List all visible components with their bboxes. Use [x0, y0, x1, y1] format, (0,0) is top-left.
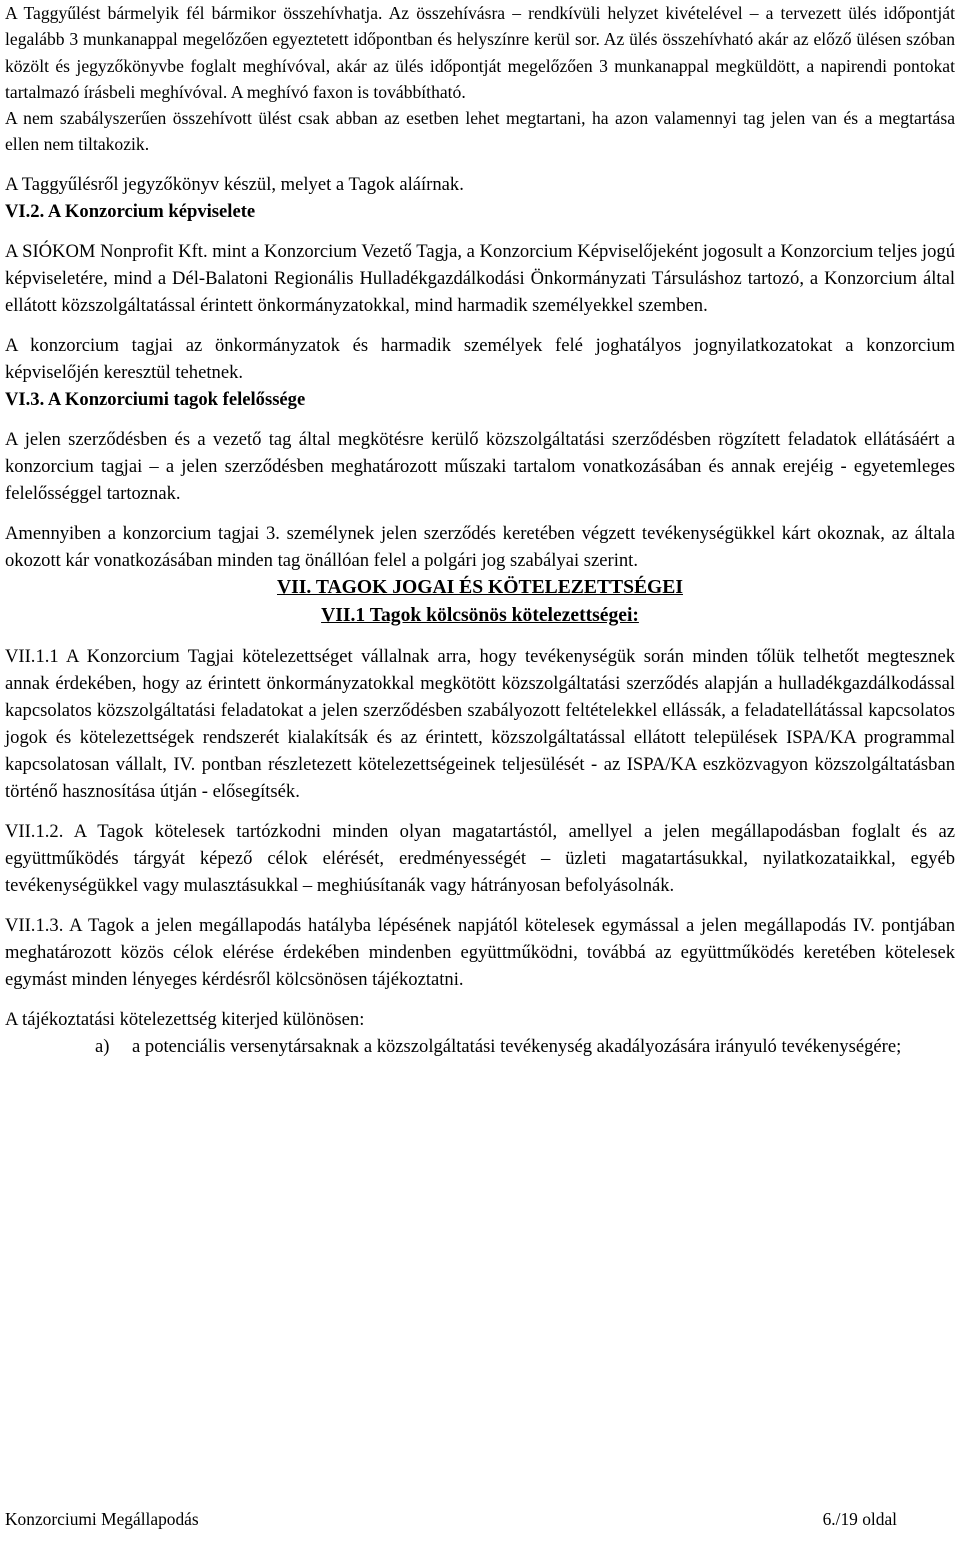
page-footer [5, 1507, 897, 1531]
paragraph-irregular-meeting: A nem szabályszerűen összehívott ülést csak abban az esetben lehet megtartani, ha azon valamennyi tag jelen van és a megtartása ellen nem tiltakozik. [5, 108, 955, 155]
paragraph-information-duty: A tájékoztatási kötelezettség kiterjed különösen: [5, 1008, 365, 1030]
paragraph-minutes: A Taggyűlésről jegyzőkönyv készül, melyet a Tagok aláírnak. [5, 173, 464, 195]
document-page [5, 0, 955, 1060]
paragraph-damages: Amennyiben a konzorcium tagjai 3. személynek jelen szerződés keretében végzett tevékenységükkel kárt okoznak, az általa okozott kár vonatkozásában minden tag önállóan felel a polgári jog szabályai szerint. [5, 522, 955, 571]
section-heading-vii1: VII.1 Tagok kölcsönös kötelezettségei: [321, 604, 639, 626]
paragraph-legal-statements: A konzorcium tagjai az önkormányzatok és harmadik személyek felé joghatályos jognyilatkozatokat a konzorcium képviselőjén keresztül tehetnek. [5, 334, 955, 383]
paragraph-vii-1-3: VII.1.3. A Tagok a jelen megállapodás hatályba lépésének napjától kötelesek egymással a jelen megállapodás IV. pontjában meghatározott közös célok elérése érdekében mindenben együttműködni, továbbá az együttműködés keretében kötelesek egymást minden lényeges kérdésről kölcsönösen tájékoztatni. [5, 914, 955, 990]
footer-document-title: Konzorciumi Megállapodás [5, 1509, 199, 1529]
paragraph-vii-1-1: VII.1.1 A Konzorcium Tagjai kötelezettséget vállalnak arra, hogy tevékenységük során minden tőlük telhetőt megtesznek annak érdekében, hogy az érintett önkormányzatokkal megkötött közszolgáltatási szerződés alapján a hulladékgazdálkodással kapcsolatos közszolgáltatási feladatokat a jelen szerződésben szabályozott feltételekkel ellássák, a feladatellátással kapcsolatos jogok és kötelezettségek rendszerét kialakítsák és az érintett, közszolgáltatással ellátott települések ISPA/KA programmal kapcsolatosan vállalt, IV. pontban részletezett kötelezettségeinek teljesülését - az ISPA/KA eszközvagyon közszolgáltatásban történő hasznosítása útján - elősegítsék. [5, 645, 955, 802]
list-marker: a) [95, 1035, 110, 1057]
paragraph-joint-liability: A jelen szerződésben és a vezető tag által megkötésre kerülő közszolgáltatási szerződésben rögzített feladatok ellátásáért a konzorcium tagjai – a jelen szerződésben meghatározott műszaki tartalom vonatkozásában és annak erejéig - egyetemleges felelősséggel tartoznak. [5, 428, 955, 504]
footer-page-number: 6./19 oldal [822, 1509, 897, 1529]
paragraph-representation: A SIÓKOM Nonprofit Kft. mint a Konzorcium Vezető Tagja, a Konzorcium Képviselőjeként jogosult a Konzorcium teljes jogú képviseletére, mind a Dél-Balatoni Regionális Hulladékgazdálkodási Önkormányzati Társuláshoz tartozó, a Konzorcium által ellátott közszolgáltatással érintett önkormányzatokkal, mind harmadik személyekkel szemben. [5, 240, 955, 316]
list-item-a [95, 1033, 955, 1060]
paragraph-meeting-convening: A Taggyűlést bármelyik fél bármikor összehívhatja. Az összehívásra – rendkívüli helyzet kivételével – a tervezett ülés időpontját legalább 3 munkanappal megelőzően egyeztetett időpontban és helyszínre kerül sor. Az ülés összehívható akár az előző ülésen szóban közölt és jegyzőkönyvbe foglalt meghívóval, akár az ülés időpontját megelőzően 3 munkanappal megküldött, a napirendi pontokat tartalmazó írásbeli meghívóval. A meghívó faxon is továbbítható. [5, 3, 955, 102]
paragraph-vii-1-2: VII.1.2. A Tagok kötelesek tartózkodni minden olyan magatartástól, amellyel a jelen megállapodásban foglalt és az együttműködés tárgyát képező célok elérését, eredményességét – üzleti magatartásukkal, nyilatkozataikkal, egyéb tevékenységükkel vagy mulasztásukkal – meghiúsítanák vagy hátrányosan befolyásolnák. [5, 820, 955, 896]
section-heading-vi3: VI.3. A Konzorciumi tagok felelőssége [5, 388, 306, 410]
section-heading-vi2: VI.2. A Konzorcium képviselete [5, 200, 256, 222]
list-item-text: a potenciális versenytársaknak a közszolgáltatási tevékenység akadályozására irányuló tevékenységére; [132, 1035, 902, 1057]
chapter-heading-vii: VII. TAGOK JOGAI ÉS KÖTELEZETTSÉGEI [277, 576, 683, 598]
